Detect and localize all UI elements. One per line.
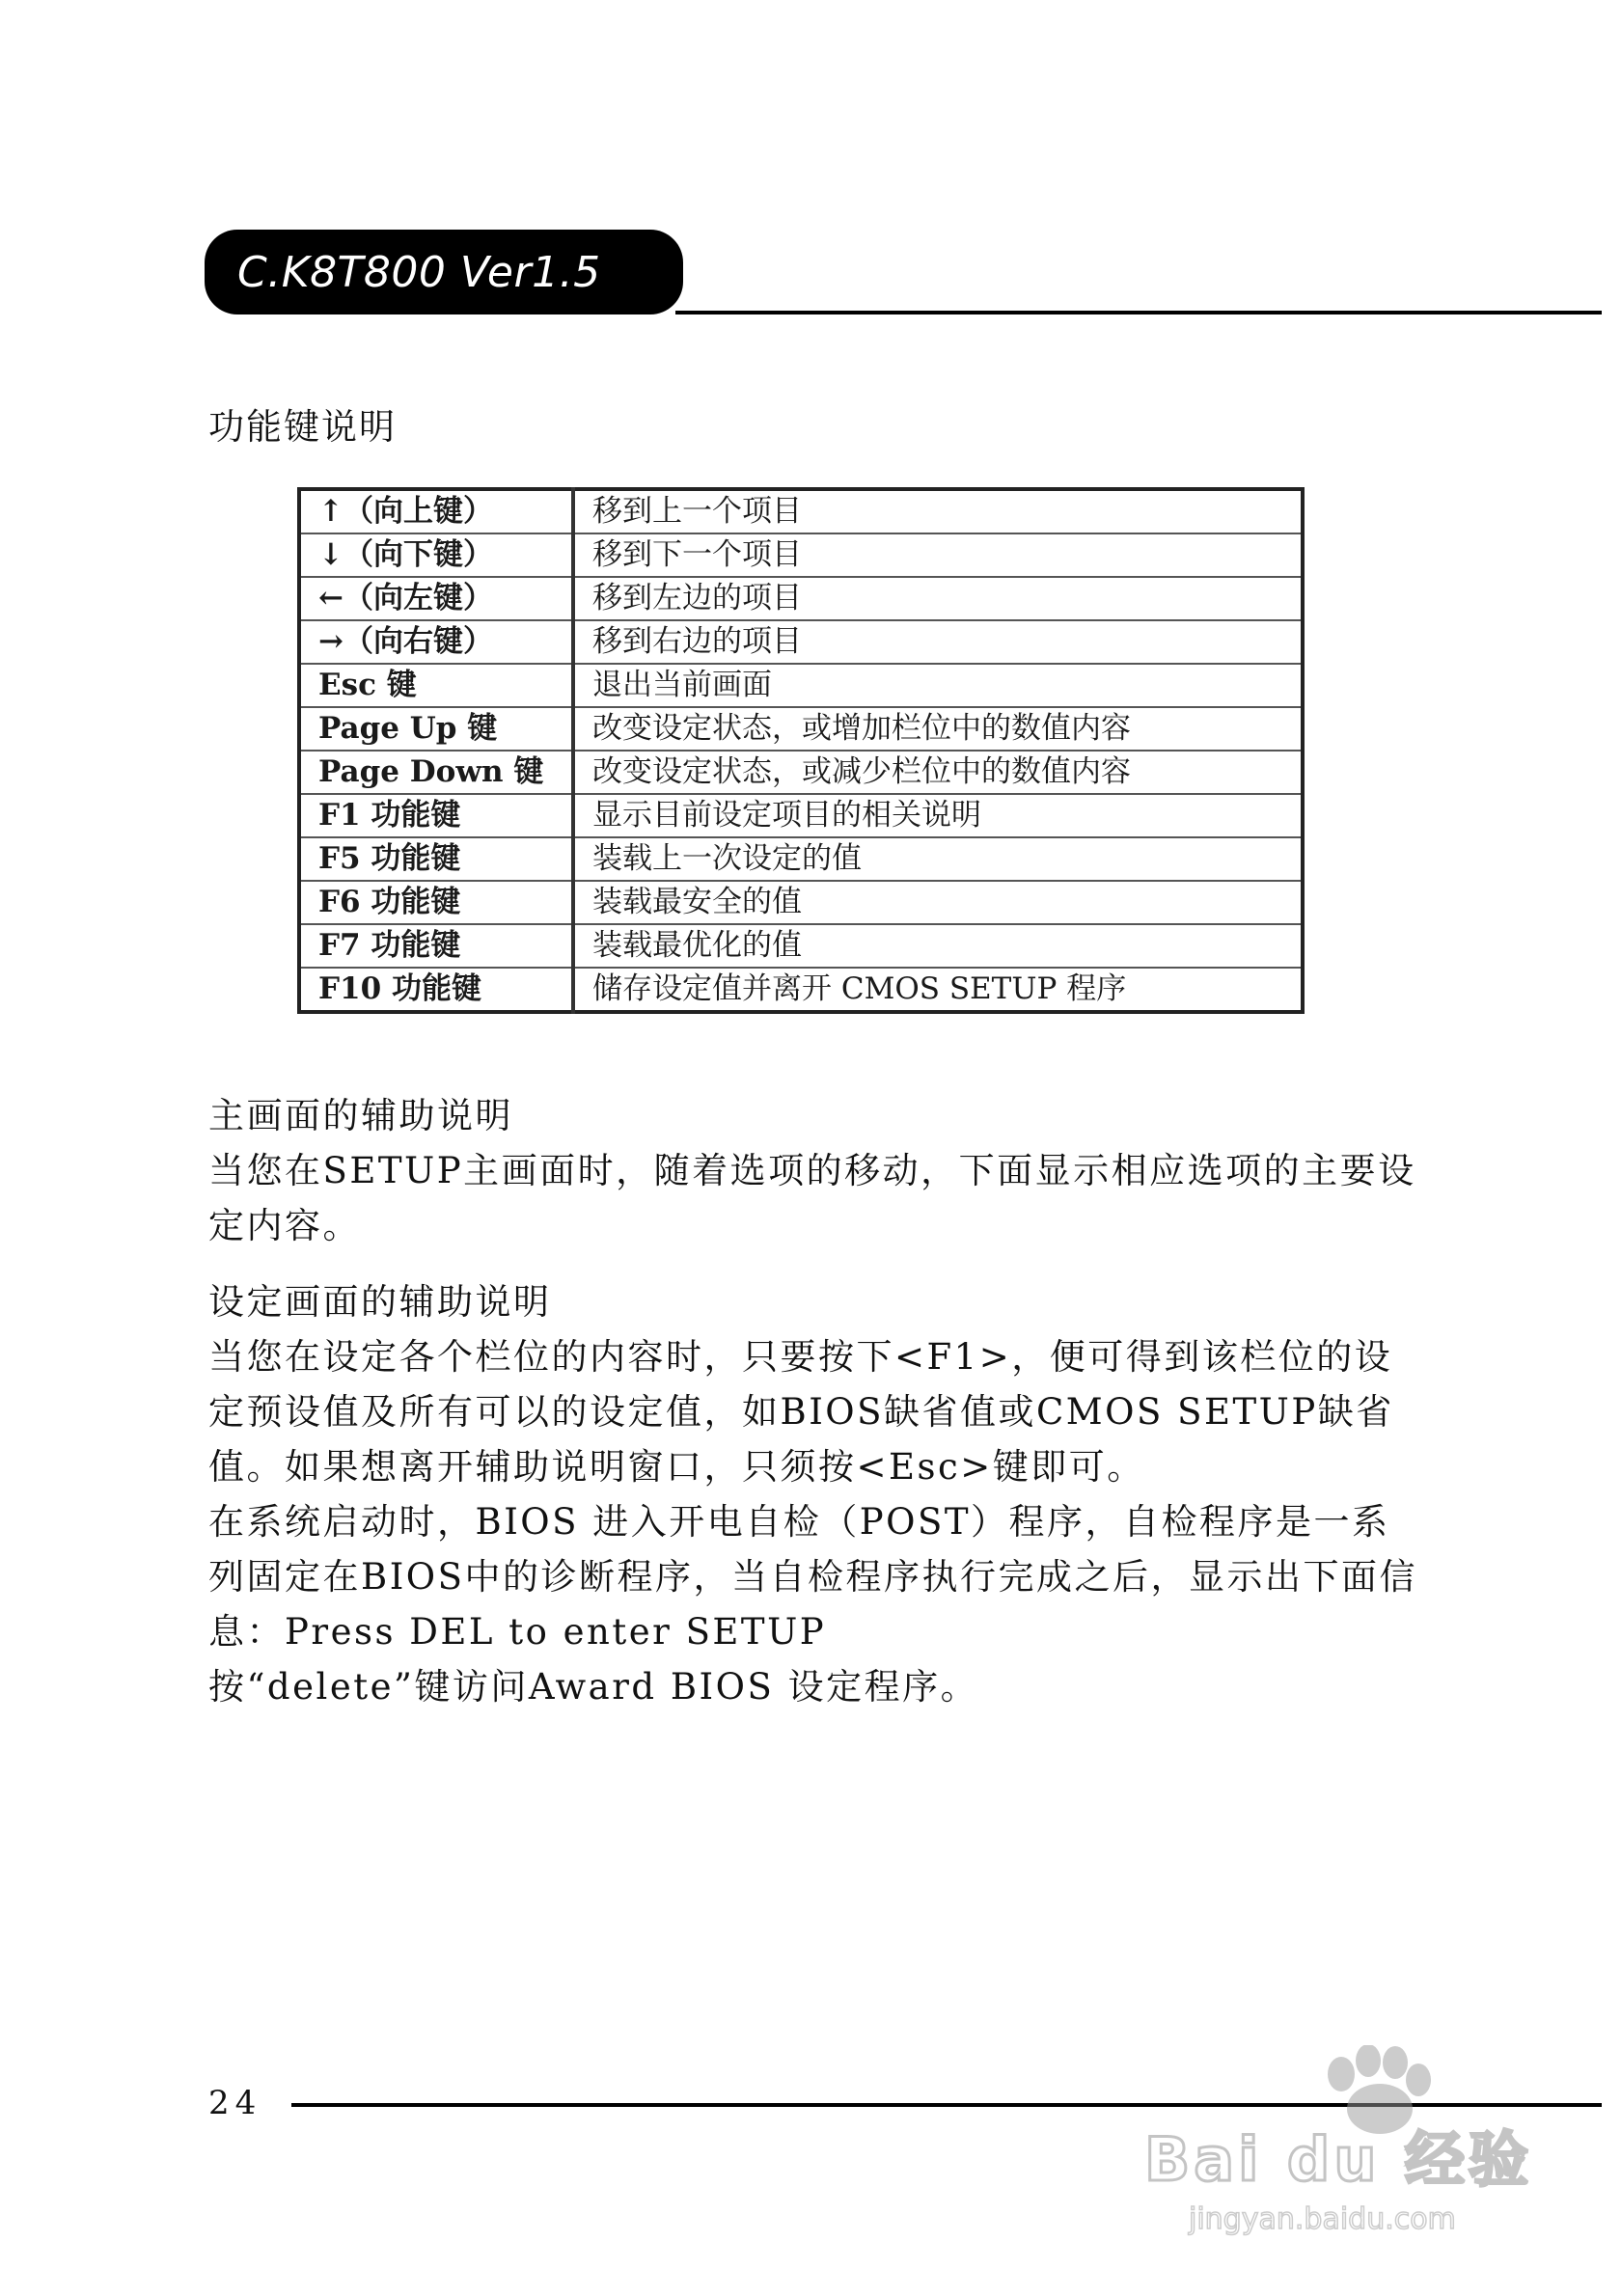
table-row (299, 620, 1303, 664)
table-row (299, 751, 1303, 794)
table-row (299, 664, 1303, 707)
table-row (299, 533, 1303, 577)
header-title-bar (205, 230, 683, 314)
setting-help-paragraph: 当您在设定各个栏位的内容时，只要按下<F1>，便可得到该栏位的设定预设值及所有可以的设定值，如BIOS缺省值或CMOS SETUP缺省值。如果想离开辅助说明窗口，只须按<Esc>键即可。 (208, 1336, 1394, 1488)
watermark-brand: Bai du 经验 (1144, 2124, 1533, 2195)
header-rule (675, 311, 1602, 314)
table-row (299, 794, 1303, 837)
description-cell: 移到上一个项目 (573, 489, 1303, 533)
description-cell: 装载最安全的值 (573, 881, 1303, 924)
description-cell: 退出当前画面 (573, 664, 1303, 707)
function-key-table (297, 487, 1305, 1014)
description-cell: 装载上一次设定的值 (573, 837, 1303, 881)
baidu-jingyan-watermark (1139, 2045, 1563, 2238)
key-cell: F6 功能键 (299, 881, 573, 924)
manual-title: C.K8T800 Ver1.5 (237, 247, 601, 297)
watermark-url: jingyan.baidu.com (1189, 2202, 1456, 2236)
key-cell: F5 功能键 (299, 837, 573, 881)
key-cell: F1 功能键 (299, 794, 573, 837)
table-row (299, 924, 1303, 968)
description-cell: 显示目前设定项目的相关说明 (573, 794, 1303, 837)
main-help-heading: 主画面的辅助说明 (208, 1095, 513, 1136)
body-text (208, 1088, 1424, 1714)
table-row (299, 837, 1303, 881)
key-cell: ←（向左键） (299, 577, 573, 620)
key-cell: F7 功能键 (299, 924, 573, 968)
description-cell: 改变设定状态，或增加栏位中的数值内容 (573, 707, 1303, 751)
description-cell: 移到下一个项目 (573, 533, 1303, 577)
key-cell: F10 功能键 (299, 968, 573, 1012)
main-help-paragraph: 当您在SETUP主画面时，随着选项的移动，下面显示相应选项的主要设定内容。 (208, 1150, 1416, 1246)
page-number: 24 (208, 2084, 262, 2122)
description-cell: 移到右边的项目 (573, 620, 1303, 664)
table-row (299, 881, 1303, 924)
table-row (299, 707, 1303, 751)
description-cell: 装载最优化的值 (573, 924, 1303, 968)
key-cell: Page Up 键 (299, 707, 573, 751)
setting-help-heading: 设定画面的辅助说明 (208, 1281, 552, 1323)
key-cell: →（向右键） (299, 620, 573, 664)
paw-icon (1328, 2045, 1431, 2134)
description-cell: 移到左边的项目 (573, 577, 1303, 620)
table-row (299, 489, 1303, 533)
key-cell: Page Down 键 (299, 751, 573, 794)
table-row (299, 577, 1303, 620)
description-cell: 储存设定值并离开 CMOS SETUP 程序 (573, 968, 1303, 1012)
key-cell: ↓（向下键） (299, 533, 573, 577)
key-cell: ↑（向上键） (299, 489, 573, 533)
key-cell: Esc 键 (299, 664, 573, 707)
description-cell: 改变设定状态，或减少栏位中的数值内容 (573, 751, 1303, 794)
delete-key-paragraph: 按“delete”键访问Award BIOS 设定程序。 (208, 1666, 979, 1708)
table-row (299, 968, 1303, 1012)
post-paragraph: 在系统启动时，BIOS 进入开电自检（POST）程序，自检程序是一系列固定在BIOS中的诊断程序，当自检程序执行完成之后，显示出下面信息：Press DEL to enter SETUP (208, 1501, 1417, 1653)
function-keys-heading: 功能键说明 (208, 406, 397, 448)
